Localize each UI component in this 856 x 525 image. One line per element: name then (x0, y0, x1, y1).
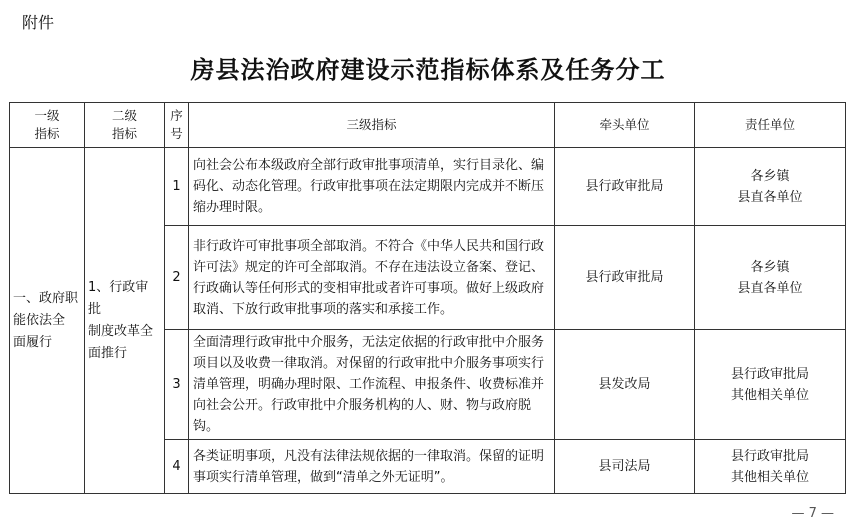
lead-unit: 县司法局 (555, 440, 695, 494)
responsible-unit: 各乡镇 县直各单位 (695, 226, 846, 330)
responsible-unit: 各乡镇 县直各单位 (695, 148, 846, 226)
level3-indicator-text: 各类证明事项，凡没有法律法规依据的一律取消。保留的证明事项实行清单管理，做到“清单之外无证明”。 (189, 440, 555, 494)
responsible-unit: 县行政审批局 其他相关单位 (695, 330, 846, 440)
row-number: 2 (165, 226, 189, 330)
level3-indicator-text: 非行政许可审批事项全部取消。不符合《中华人民共和国行政许可法》规定的许可全部取消。不存在违法设立备案、登记、行政确认等任何形式的变相审批或者许可事项。做好上级政府取消、下放行政审批事项的落实和承接工作。 (189, 226, 555, 330)
column-header-responsible-unit: 责任单位 (695, 103, 846, 148)
level3-indicator-text: 全面清理行政审批中介服务，无法定依据的行政审批中介服务项目以及收费一律取消。对保留的行政审批中介服务事项实行清单管理，明确办理时限、工作流程、申报条件、收费标准并向社会公开。行政审批中介服务机构的人、财、物与政府脱钩。 (189, 330, 555, 440)
level3-indicator-text: 向社会公布本级政府全部行政审批事项清单，实行目录化、编码化、动态化管理。行政审批事项在法定期限内完成并不断压缩办理时限。 (189, 148, 555, 226)
lead-unit: 县行政审批局 (555, 148, 695, 226)
document-title: 房县法治政府建设示范指标体系及任务分工 (190, 55, 666, 84)
attachment-label: 附件 (22, 13, 55, 32)
level1-indicator-cell: 一、政府职 能依法全 面履行 (10, 148, 85, 494)
level2-indicator-cell: 1、行政审批 制度改革全 面推行 (85, 148, 165, 494)
column-header-level2: 二级 指标 (85, 103, 165, 148)
column-header-level1: 一级 指标 (10, 103, 85, 148)
column-header-level3: 三级指标 (189, 103, 555, 148)
column-header-number: 序 号 (165, 103, 189, 148)
page-number: — 7 — (791, 506, 834, 521)
responsible-unit: 县行政审批局 其他相关单位 (695, 440, 846, 494)
table-row (10, 148, 846, 226)
indicator-table (9, 102, 846, 494)
row-number: 1 (165, 148, 189, 226)
lead-unit: 县行政审批局 (555, 226, 695, 330)
lead-unit: 县发改局 (555, 330, 695, 440)
row-number: 3 (165, 330, 189, 440)
row-number: 4 (165, 440, 189, 494)
column-header-lead-unit: 牵头单位 (555, 103, 695, 148)
table-header-row (10, 103, 846, 148)
